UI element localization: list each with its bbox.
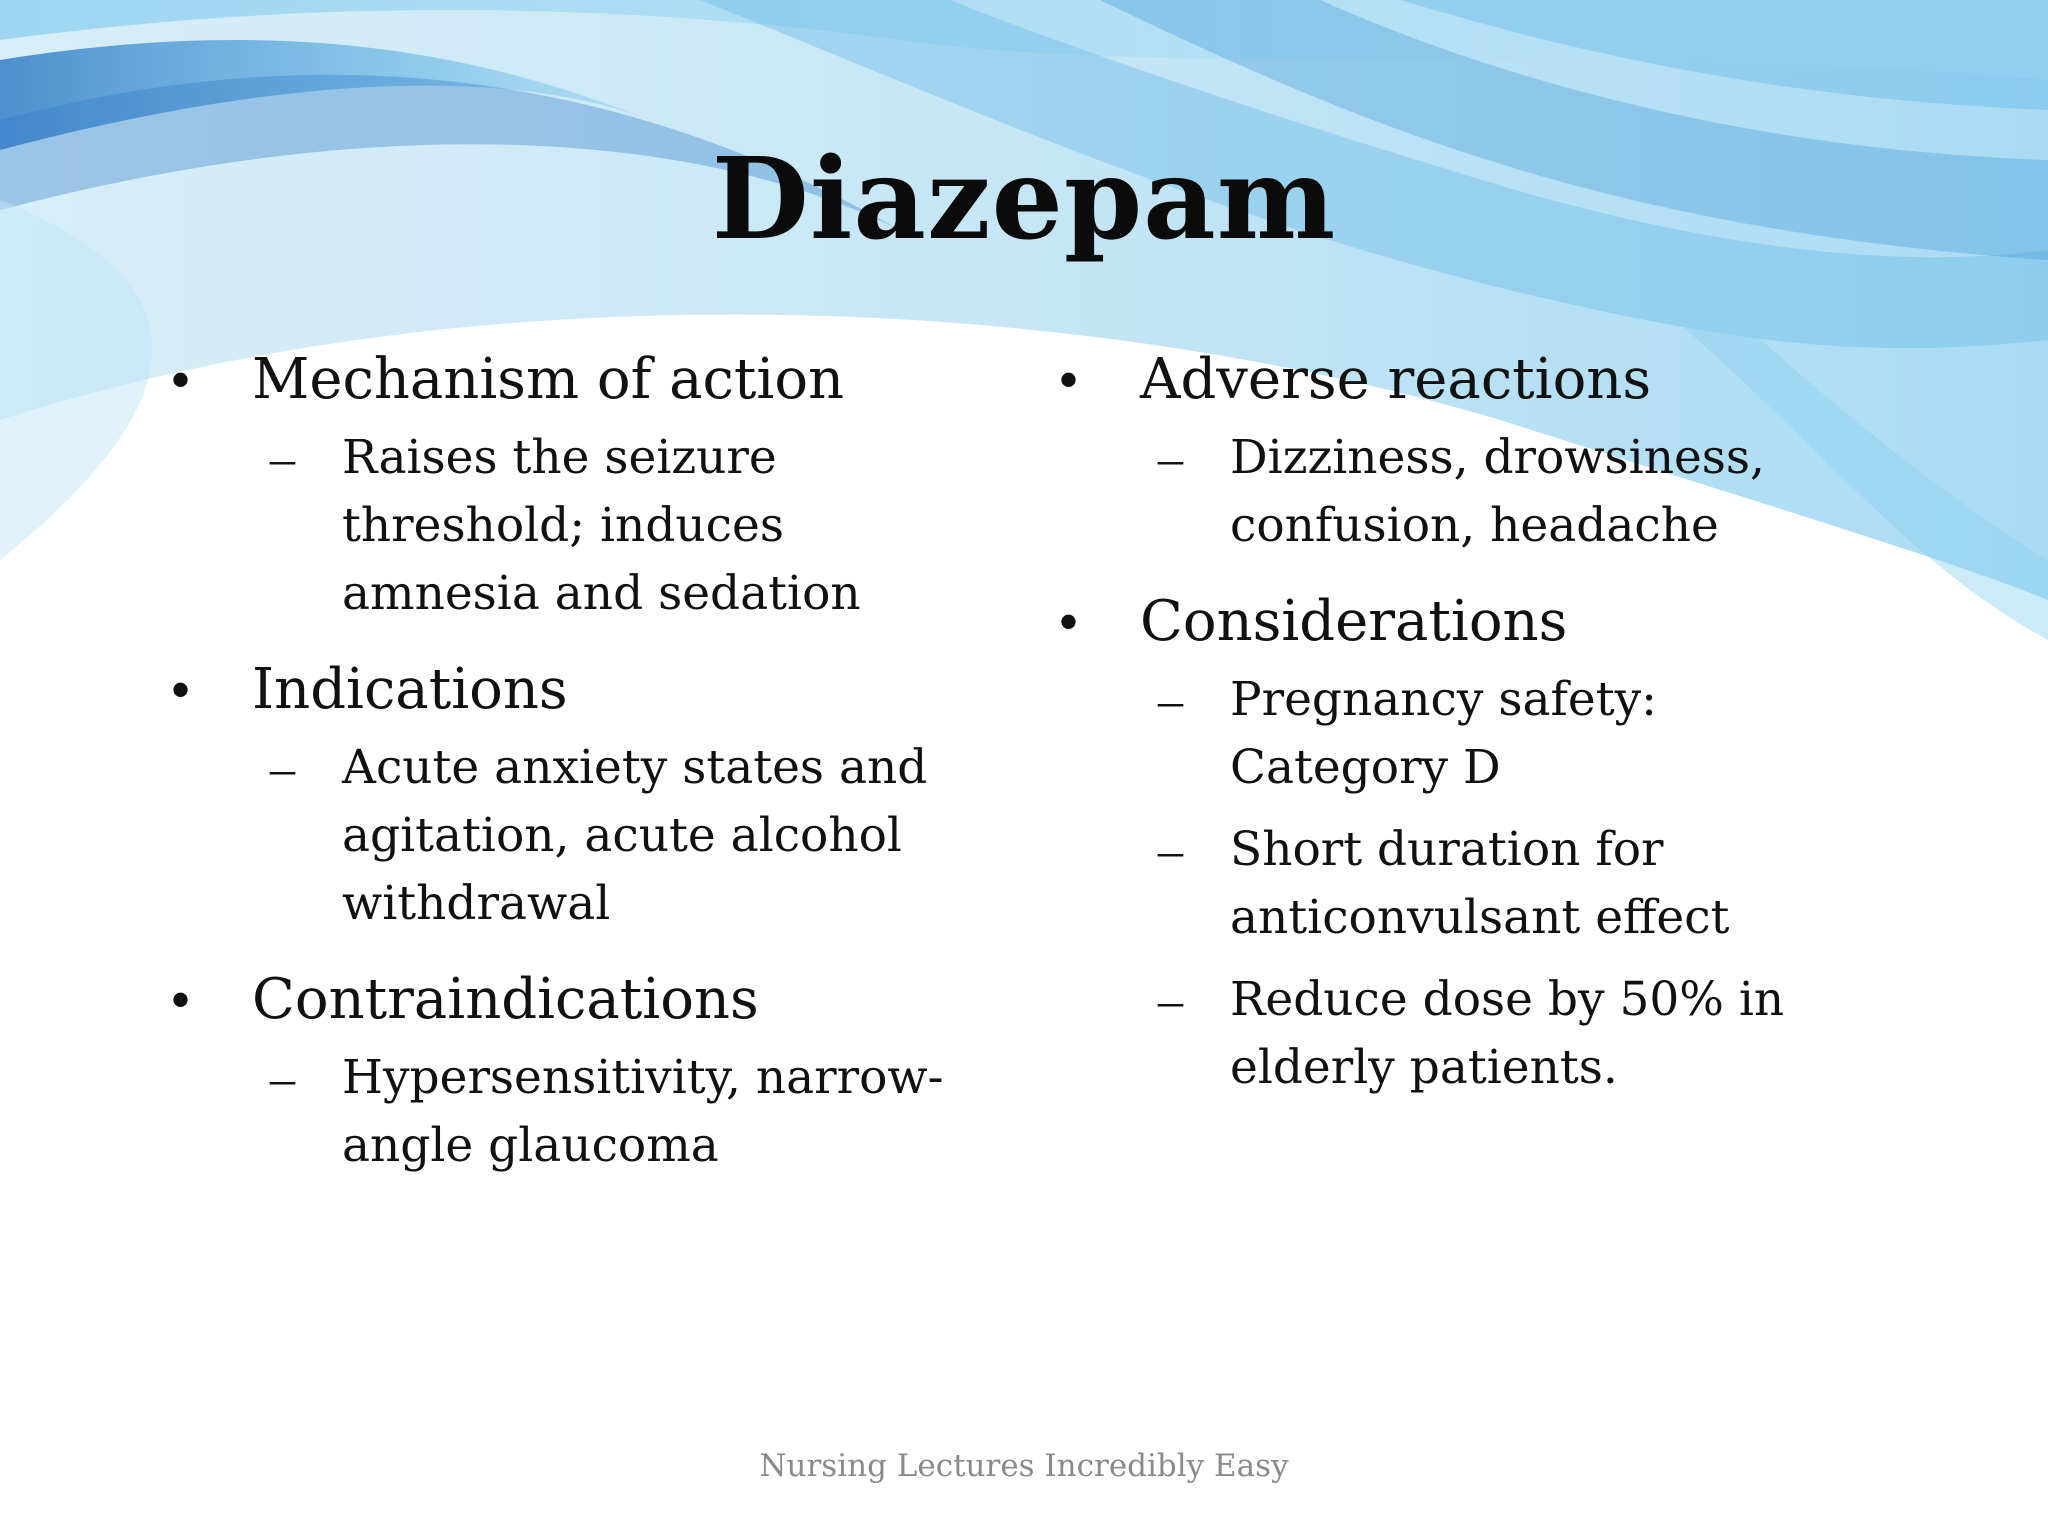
bullet-label: Indications <box>252 657 568 722</box>
sub-item-text: Raises the seizure threshold; induces amnesia and sedation <box>342 430 861 621</box>
bullet-label: Considerations <box>1140 589 1568 654</box>
sub-item-text: Pregnancy safety: Category D <box>1230 672 1657 795</box>
dash-icon: – <box>270 1050 295 1106</box>
sub-item-text: Short duration for anticonvulsant effect <box>1230 822 1730 945</box>
sub-item-text: Hypersensitivity, narrow-angle glaucoma <box>342 1050 944 1173</box>
dash-icon: – <box>270 430 295 486</box>
sub-item-text: Reduce dose by 50% in elderly patients. <box>1230 972 1785 1095</box>
sub-item <box>1058 666 1848 802</box>
bullet-icon: • <box>170 347 192 413</box>
dash-icon: – <box>270 740 295 796</box>
dash-icon: – <box>1158 972 1183 1028</box>
bullet-item-indications <box>170 650 990 938</box>
sub-item <box>170 1044 990 1180</box>
slide-footer: Nursing Lectures Incredibly Easy <box>759 1448 1289 1484</box>
sub-item <box>170 734 990 938</box>
bullet-icon: • <box>1058 589 1080 655</box>
right-column <box>1058 340 1848 1124</box>
sub-item <box>1058 966 1848 1102</box>
bullet-label: Adverse reactions <box>1140 347 1652 412</box>
sub-item <box>1058 424 1848 560</box>
sub-item-text: Acute anxiety states and agitation, acute alcohol withdrawal <box>342 740 928 931</box>
dash-icon: – <box>1158 430 1183 486</box>
sub-item <box>170 424 990 628</box>
slide-title: Diazepam <box>711 134 1337 265</box>
bullet-label: Mechanism of action <box>252 347 845 412</box>
dash-icon: – <box>1158 822 1183 878</box>
sub-item <box>1058 816 1848 952</box>
left-column <box>170 340 990 1202</box>
bullet-item-considerations <box>1058 582 1848 1102</box>
bullet-item-contraindications <box>170 960 990 1180</box>
bullet-icon: • <box>170 657 192 723</box>
bullet-icon: • <box>1058 347 1080 413</box>
bullet-label: Contraindications <box>252 967 759 1032</box>
sub-item-text: Dizziness, drowsiness, confusion, headache <box>1230 430 1765 553</box>
bullet-item-adverse-reactions <box>1058 340 1848 560</box>
bullet-item-mechanism <box>170 340 990 628</box>
dash-icon: – <box>1158 672 1183 728</box>
bullet-icon: • <box>170 967 192 1033</box>
